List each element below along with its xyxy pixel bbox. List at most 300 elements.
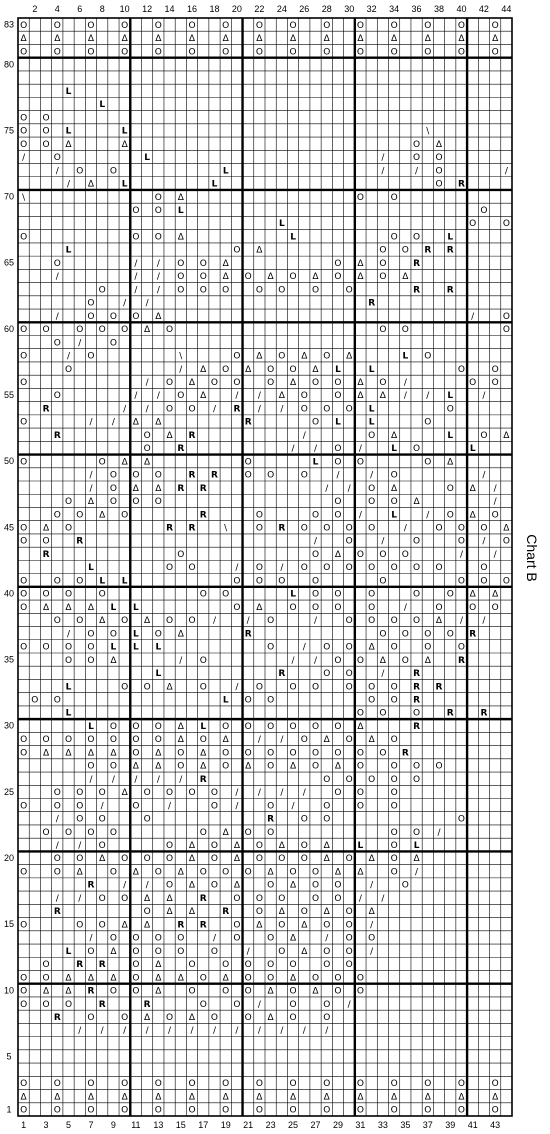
stitch-symbol: Δ <box>200 391 207 402</box>
stitch-symbol: Δ <box>177 867 184 878</box>
stitch-symbol: O <box>480 576 488 587</box>
stitch-symbol: O <box>345 285 353 296</box>
stitch-symbol: / <box>313 655 318 666</box>
stitch-symbol: O <box>42 126 50 137</box>
stitch-symbol: Δ <box>492 1092 499 1103</box>
stitch-symbol: O <box>53 47 61 58</box>
stitch-symbol: L <box>368 417 375 428</box>
stitch-symbol: O <box>311 880 320 891</box>
stitch-symbol: O <box>390 497 398 508</box>
stitch-symbol: / <box>235 1026 239 1037</box>
stitch-symbol: L <box>88 563 94 574</box>
stitch-symbol: / <box>426 391 430 402</box>
stitch-symbol: O <box>42 536 50 547</box>
stitch-symbol: O <box>323 920 331 931</box>
stitch-symbol: Δ <box>278 841 285 852</box>
stitch-symbol: R <box>413 721 421 732</box>
stitch-symbol: O <box>390 642 398 653</box>
stitch-symbol: O <box>20 113 28 124</box>
row-label: 75 <box>3 125 15 136</box>
stitch-symbol: R <box>469 629 477 640</box>
stitch-symbol: Δ <box>200 364 207 375</box>
stitch-symbol: O <box>323 642 331 653</box>
stitch-symbol: O <box>356 973 364 984</box>
stitch-symbol: O <box>390 20 398 31</box>
stitch-symbol: O <box>368 695 376 706</box>
stitch-symbol: / <box>313 444 318 455</box>
stitch-symbol: O <box>210 854 219 865</box>
stitch-symbol: O <box>435 523 443 534</box>
stitch-symbol: O <box>188 563 196 574</box>
stitch-symbol: Δ <box>54 1092 61 1103</box>
stitch-symbol: / <box>111 774 115 785</box>
stitch-symbol: O <box>20 867 28 878</box>
stitch-symbol: Δ <box>166 907 173 918</box>
stitch-symbol: O <box>323 1079 331 1090</box>
stitch-symbol: O <box>121 893 129 904</box>
stitch-symbol: O <box>244 721 252 732</box>
stitch-symbol: O <box>109 761 117 772</box>
stitch-symbol: / <box>347 483 351 494</box>
stitch-symbol: O <box>356 655 364 666</box>
stitch-symbol: / <box>381 153 385 164</box>
stitch-symbol: O <box>42 139 50 150</box>
stitch-symbol: / <box>482 391 486 402</box>
stitch-symbol: O <box>289 986 297 997</box>
stitch-label-bottom: 17 <box>198 1120 209 1130</box>
stitch-symbol: / <box>325 483 329 494</box>
stitch-symbol: O <box>109 166 117 177</box>
stitch-symbol: / <box>123 298 127 309</box>
stitch-symbol: O <box>390 232 398 243</box>
stitch-symbol: / <box>66 629 71 640</box>
stitch-symbol: O <box>413 153 421 164</box>
stitch-symbol: Δ <box>166 893 173 904</box>
stitch-symbol: Δ <box>87 748 95 759</box>
row-label: 83 <box>3 19 15 30</box>
row-label: 5 <box>6 1051 12 1062</box>
stitch-symbol: O <box>76 325 84 336</box>
stitch-symbol: O <box>42 589 50 600</box>
stitch-symbol: R <box>458 655 465 666</box>
stitch-symbol: L <box>133 602 139 613</box>
stitch-symbol: O <box>368 616 376 627</box>
stitch-symbol: O <box>109 986 117 997</box>
stitch-symbol: O <box>311 867 320 878</box>
stitch-symbol: O <box>311 973 320 984</box>
stitch-symbol: O <box>300 563 308 574</box>
stitch-label-top: 22 <box>254 4 265 14</box>
stitch-symbol: O <box>109 933 117 944</box>
stitch-symbol: O <box>278 946 286 957</box>
stitch-symbol: O <box>491 510 499 521</box>
stitch-symbol: Δ <box>121 34 128 45</box>
stitch-symbol: O <box>323 47 331 58</box>
stitch-symbol: / <box>459 549 464 560</box>
stitch-symbol: Δ <box>20 1092 27 1103</box>
stitch-symbol: R <box>458 179 465 190</box>
stitch-symbol: Δ <box>312 272 319 283</box>
stitch-symbol: O <box>356 748 364 759</box>
stitch-symbol: Δ <box>144 616 151 627</box>
stitch-symbol: / <box>403 523 407 534</box>
stitch-symbol: O <box>42 325 50 336</box>
stitch-symbol: / <box>437 827 441 838</box>
stitch-symbol: / <box>78 1026 82 1037</box>
stitch-symbol: \ <box>426 126 430 137</box>
stitch-symbol: O <box>64 497 73 508</box>
stitch-symbol: O <box>435 179 443 190</box>
stitch-symbol: O <box>154 497 162 508</box>
stitch-symbol: Δ <box>391 1092 398 1103</box>
stitch-label-top: 2 <box>32 4 38 14</box>
stitch-symbol: Δ <box>65 602 72 613</box>
stitch-symbol: Δ <box>368 642 375 653</box>
stitch-symbol: L <box>155 642 162 653</box>
stitch-symbol: O <box>233 933 241 944</box>
stitch-symbol: O <box>132 206 140 217</box>
stitch-symbol: O <box>154 1079 162 1090</box>
stitch-symbol: / <box>145 404 149 415</box>
stitch-symbol: O <box>199 735 207 746</box>
stitch-symbol: O <box>469 377 477 388</box>
stitch-symbol: O <box>53 391 61 402</box>
stitch-symbol: O <box>233 920 241 931</box>
stitch-label-top: 16 <box>187 4 198 14</box>
stitch-symbol: Δ <box>256 920 263 931</box>
stitch-symbol: O <box>311 417 320 428</box>
stitch-symbol: O <box>345 404 353 415</box>
stitch-symbol: R <box>368 298 376 309</box>
stitch-symbol: O <box>446 629 454 640</box>
stitch-symbol: O <box>356 20 364 31</box>
stitch-symbol: Δ <box>121 457 128 468</box>
stitch-symbol: O <box>334 497 342 508</box>
stitch-symbol: O <box>323 946 331 957</box>
stitch-symbol: O <box>457 814 466 825</box>
stitch-symbol: O <box>491 377 499 388</box>
stitch-symbol: / <box>358 510 362 521</box>
stitch-symbol: O <box>289 960 297 971</box>
stitch-symbol: L <box>65 126 72 137</box>
stitch-symbol: O <box>121 510 129 521</box>
stitch-symbol: O <box>109 483 117 494</box>
stitch-symbol: O <box>210 880 219 891</box>
stitch-symbol: O <box>390 801 398 812</box>
stitch-symbol: O <box>255 47 263 58</box>
stitch-symbol: / <box>381 166 385 177</box>
stitch-symbol: O <box>76 801 84 812</box>
stitch-symbol: Δ <box>379 391 386 402</box>
stitch-symbol: / <box>257 999 261 1010</box>
stitch-symbol: / <box>493 549 497 560</box>
stitch-symbol: / <box>156 391 160 402</box>
stitch-symbol: O <box>469 602 477 613</box>
stitch-symbol: / <box>257 1026 261 1037</box>
stitch-label-bottom: 25 <box>288 1120 299 1130</box>
stitch-symbol: O <box>289 748 297 759</box>
stitch-symbol: Δ <box>155 761 162 772</box>
stitch-symbol: O <box>53 695 61 706</box>
stitch-symbol: R <box>401 748 409 759</box>
stitch-symbol: O <box>368 563 376 574</box>
stitch-symbol: O <box>210 788 219 799</box>
row-label: 65 <box>3 257 15 268</box>
stitch-symbol: / <box>381 669 385 680</box>
stitch-symbol: O <box>255 893 263 904</box>
stitch-symbol: O <box>244 867 252 878</box>
stitch-symbol: Δ <box>323 854 330 865</box>
stitch-symbol: O <box>98 893 106 904</box>
stitch-symbol: O <box>401 655 409 666</box>
stitch-symbol: Δ <box>492 589 499 600</box>
stitch-label-top: 14 <box>164 4 175 14</box>
stitch-symbol: Δ <box>357 34 364 45</box>
stitch-symbol: O <box>20 457 28 468</box>
stitch-symbol: O <box>368 933 376 944</box>
stitch-symbol: O <box>267 761 275 772</box>
stitch-symbol: / <box>134 272 138 283</box>
stitch-symbol: Δ <box>357 272 364 283</box>
row-label: 40 <box>3 588 15 599</box>
stitch-symbol: O <box>20 417 28 428</box>
stitch-label-top: 10 <box>119 4 130 14</box>
stitch-symbol: R <box>166 523 174 534</box>
stitch-symbol: Δ <box>357 377 364 388</box>
stitch-symbol: O <box>87 629 95 640</box>
row-label: 10 <box>3 985 15 996</box>
stitch-symbol: O <box>390 854 398 865</box>
stitch-symbol: O <box>98 325 106 336</box>
stitch-symbol: / <box>235 801 239 812</box>
stitch-symbol: O <box>334 510 342 521</box>
stitch-symbol: O <box>87 1079 95 1090</box>
stitch-symbol: / <box>212 616 217 627</box>
stitch-symbol: O <box>121 325 129 336</box>
stitch-label-bottom: 43 <box>490 1120 501 1130</box>
stitch-symbol: O <box>76 814 84 825</box>
stitch-symbol: L <box>88 721 94 732</box>
stitch-symbol: O <box>31 695 39 706</box>
stitch-symbol: / <box>179 774 183 785</box>
stitch-symbol: O <box>345 616 353 627</box>
stitch-symbol: / <box>381 536 385 547</box>
stitch-symbol: O <box>87 298 95 309</box>
stitch-symbol: L <box>402 351 409 362</box>
stitch-symbol: Δ <box>267 867 274 878</box>
stitch-symbol: O <box>244 986 252 997</box>
stitch-symbol: L <box>65 245 72 256</box>
stitch-symbol: O <box>199 285 207 296</box>
stitch-symbol: O <box>233 602 241 613</box>
stitch-symbol: / <box>257 404 261 415</box>
stitch-symbol: O <box>64 642 73 653</box>
stitch-symbol: O <box>177 391 185 402</box>
stitch-symbol: O <box>267 960 275 971</box>
stitch-symbol: O <box>20 20 28 31</box>
stitch-symbol: O <box>109 735 117 746</box>
stitch-symbol: / <box>482 616 486 627</box>
stitch-symbol: Δ <box>289 880 297 891</box>
stitch-symbol: O <box>289 602 297 613</box>
stitch-symbol: O <box>64 364 73 375</box>
stitch-symbol: L <box>357 841 364 852</box>
stitch-symbol: Δ <box>289 933 297 944</box>
stitch-symbol: O <box>379 748 387 759</box>
stitch-symbol: O <box>457 642 466 653</box>
stitch-symbol: O <box>267 748 275 759</box>
stitch-symbol: R <box>446 245 454 256</box>
stitch-symbol: O <box>368 497 376 508</box>
stitch-symbol: O <box>222 364 230 375</box>
stitch-symbol: L <box>278 219 285 230</box>
stitch-symbol: O <box>356 1105 364 1116</box>
stitch-symbol: O <box>132 986 140 997</box>
stitch-symbol: / <box>482 470 486 481</box>
stitch-label-top: 28 <box>321 4 332 14</box>
stitch-symbol: O <box>154 192 162 203</box>
stitch-symbol: O <box>267 695 275 706</box>
stitch-symbol: O <box>311 510 320 521</box>
stitch-symbol: Δ <box>289 34 297 45</box>
stitch-symbol: O <box>20 735 28 746</box>
stitch-symbol: O <box>311 682 320 693</box>
stitch-symbol: / <box>415 166 419 177</box>
stitch-symbol: O <box>435 602 443 613</box>
stitch-symbol: O <box>20 748 28 759</box>
stitch-symbol: O <box>64 655 73 666</box>
stitch-label-bottom: 9 <box>110 1120 116 1130</box>
stitch-symbol: / <box>257 788 261 799</box>
stitch-symbol: L <box>110 642 117 653</box>
stitch-symbol: O <box>255 285 263 296</box>
stitch-symbol: L <box>222 166 229 177</box>
stitch-symbol: O <box>345 774 353 785</box>
stitch-symbol: O <box>401 880 409 891</box>
stitch-symbol: O <box>311 549 320 560</box>
stitch-symbol: O <box>42 642 50 653</box>
stitch-symbol: R <box>188 470 196 481</box>
stitch-symbol: / <box>426 510 430 521</box>
stitch-symbol: R <box>480 708 488 719</box>
stitch-symbol: O <box>379 272 387 283</box>
stitch-symbol: Δ <box>368 907 375 918</box>
stitch-symbol: Δ <box>155 417 162 428</box>
stitch-symbol: O <box>188 960 196 971</box>
stitch-symbol: O <box>222 721 230 732</box>
stitch-symbol: O <box>109 721 117 732</box>
stitch-symbol: L <box>200 721 207 732</box>
stitch-symbol: O <box>42 973 50 984</box>
stitch-symbol: O <box>166 841 174 852</box>
stitch-symbol: R <box>199 893 207 904</box>
stitch-symbol: Δ <box>222 973 229 984</box>
stitch-symbol: Δ <box>188 854 196 865</box>
stitch-symbol: O <box>42 999 50 1010</box>
stitch-symbol: R <box>53 907 61 918</box>
stitch-symbol: O <box>334 377 342 388</box>
stitch-symbol: Δ <box>177 192 184 203</box>
stitch-symbol: Δ <box>256 602 263 613</box>
stitch-symbol: / <box>280 788 284 799</box>
stitch-symbol: O <box>20 232 28 243</box>
stitch-symbol: Δ <box>42 602 50 613</box>
stitch-symbol: O <box>267 827 275 838</box>
stitch-symbol: O <box>457 20 466 31</box>
stitch-symbol: O <box>53 801 61 812</box>
stitch-symbol: / <box>280 1026 284 1037</box>
stitch-symbol: O <box>368 682 376 693</box>
stitch-symbol: / <box>89 483 93 494</box>
stitch-symbol: / <box>123 404 127 415</box>
stitch-symbol: O <box>188 616 196 627</box>
stitch-symbol: O <box>502 325 510 336</box>
stitch-label-bottom: 19 <box>220 1120 231 1130</box>
stitch-symbol: Δ <box>312 986 319 997</box>
stitch-symbol: O <box>368 774 376 785</box>
stitch-symbol: O <box>143 788 151 799</box>
stitch-symbol: O <box>289 364 297 375</box>
stitch-symbol: O <box>311 285 320 296</box>
stitch-symbol: O <box>480 563 488 574</box>
stitch-symbol: O <box>233 377 241 388</box>
stitch-symbol: O <box>390 827 398 838</box>
stitch-symbol: L <box>65 86 72 97</box>
stitch-symbol: O <box>87 761 95 772</box>
stitch-symbol: O <box>446 589 454 600</box>
stitch-symbol: Δ <box>177 735 184 746</box>
stitch-symbol: O <box>132 933 140 944</box>
stitch-symbol: O <box>323 814 331 825</box>
stitch-symbol: / <box>246 616 250 627</box>
stitch-symbol: O <box>20 536 28 547</box>
stitch-symbol: O <box>356 986 364 997</box>
stitch-symbol: O <box>98 457 106 468</box>
stitch-symbol: O <box>132 973 140 984</box>
stitch-symbol: L <box>99 576 106 587</box>
stitch-symbol: O <box>323 1105 331 1116</box>
stitch-symbol: Δ <box>188 907 196 918</box>
stitch-symbol: O <box>323 523 331 534</box>
stitch-symbol: Δ <box>469 483 476 494</box>
stitch-symbol: L <box>65 708 72 719</box>
stitch-symbol: O <box>446 483 454 494</box>
stitch-symbol: O <box>132 470 140 481</box>
stitch-symbol: O <box>267 880 275 891</box>
stitch-symbol: / <box>336 470 340 481</box>
stitch-symbol: Δ <box>256 1092 263 1103</box>
stitch-symbol: O <box>233 893 241 904</box>
stitch-symbol: O <box>109 629 117 640</box>
stitch-symbol: / <box>471 311 475 322</box>
stitch-symbol: O <box>491 1079 499 1090</box>
stitch-symbol: L <box>110 602 117 613</box>
stitch-symbol: O <box>121 20 129 31</box>
stitch-symbol: Δ <box>245 364 252 375</box>
stitch-symbol: R <box>199 483 207 494</box>
stitch-symbol: R <box>188 430 196 441</box>
stitch-symbol: L <box>413 841 420 852</box>
stitch-symbol: L <box>391 510 397 521</box>
stitch-label-top: 44 <box>501 4 512 14</box>
stitch-symbol: Δ <box>256 245 263 256</box>
stitch-symbol: O <box>244 272 252 283</box>
stitch-symbol: Δ <box>222 34 229 45</box>
stitch-symbol: Δ <box>323 841 330 852</box>
stitch-symbol: O <box>210 377 219 388</box>
stitch-symbol: Δ <box>99 510 106 521</box>
row-label: 30 <box>3 720 15 731</box>
